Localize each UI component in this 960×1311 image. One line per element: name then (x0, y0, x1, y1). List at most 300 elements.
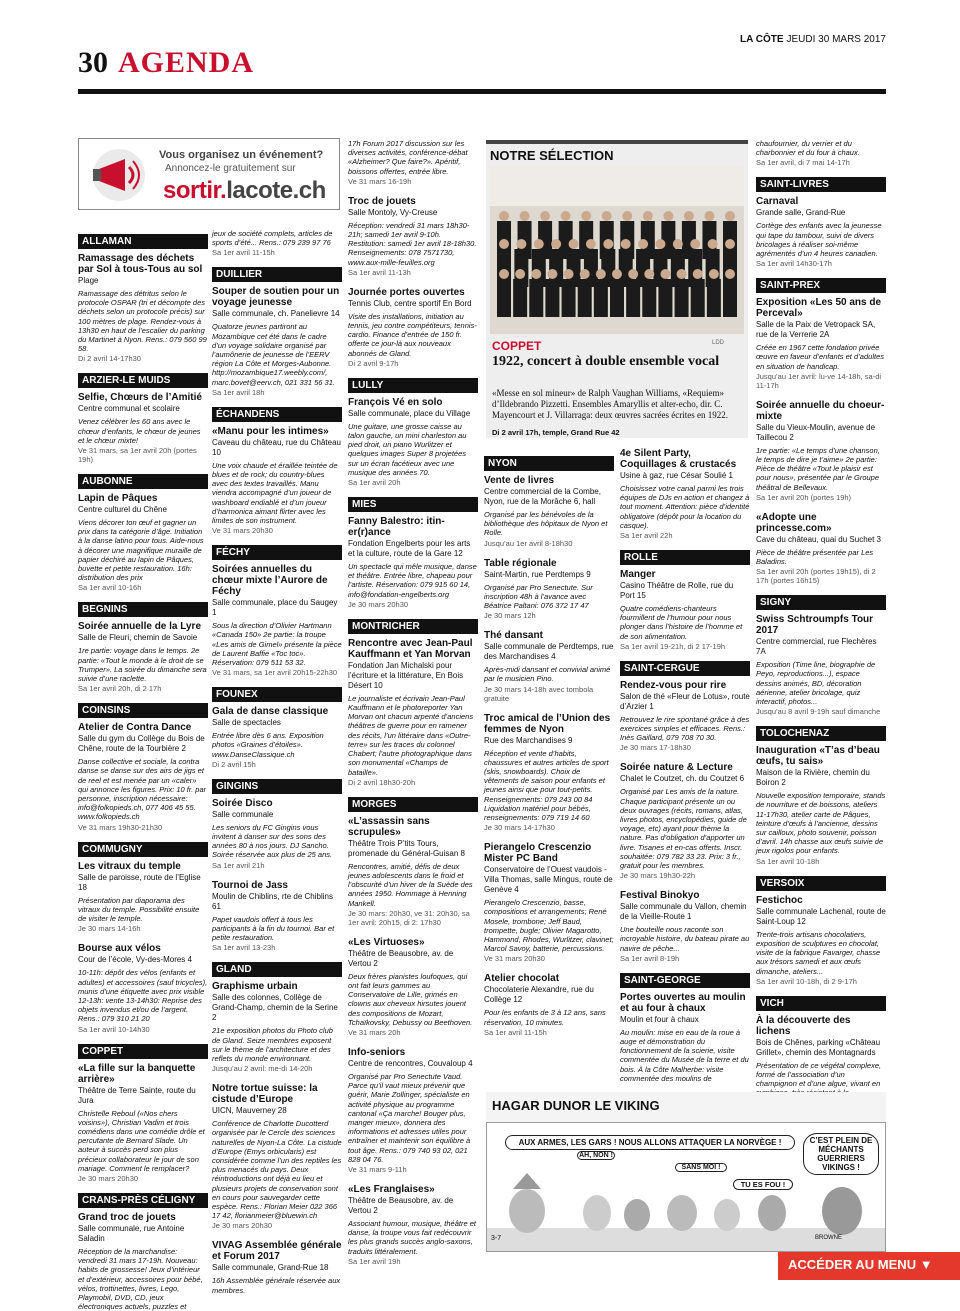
event-description: chaufournier, du verrier et du charbonnier et du four à chaux. (756, 139, 860, 158)
column-1 (78, 226, 208, 1311)
event-place: Chocolaterie Alexandre, rue du Collège 12 (484, 985, 594, 1005)
choir-singer-head (638, 239, 648, 249)
event-place: Salle du gym du Collège du Bois de Chêne, route de la Tourbière 2 (78, 734, 205, 754)
section-header: ALLAMAN (78, 234, 208, 249)
choir-singer-body (707, 279, 721, 317)
event-item[interactable] (348, 287, 478, 368)
event-item[interactable] (348, 139, 478, 186)
event-when: Ve 31 mars, sa 1er avril 20h15-22h30 (212, 668, 338, 678)
event-description: Choisissez votre canal parmi les trois équipes de DJs en action et changez à tout moment. Attention: pièce d’identité obligatoire (dépôt pour la location du casque). (620, 484, 750, 530)
choir-singer-head (602, 211, 612, 221)
event-item[interactable] (348, 516, 478, 609)
event-title: Festival Binokyo (620, 890, 700, 902)
event-title: François Vé en solo (348, 396, 443, 408)
event-item[interactable] (620, 569, 750, 651)
section-title: AGENDA (118, 46, 255, 79)
event-description: Deux frères pianistes loufoques, qui ont fait leurs gammes au Conservatoire de Lille, grimés en clowns aux cheveux hirsutes jouent des compositions de Mozart, Tchaïkovsky, Debussy ou Beethoven. (348, 971, 473, 1027)
event-item[interactable] (348, 816, 478, 927)
featured-description: «Messe en sol mineur» de Ralph Vaughan Williams, «Requiem» d’Ildebrando Pizzetti. Ensembles Amaryllis et alter-echo, dir. C. Mayencourt et J. Villarraga: deux œuvres sacrées écrites en 1922. (492, 388, 728, 420)
choir-singer-body (513, 279, 527, 317)
event-item[interactable] (212, 798, 342, 870)
event-title: «L’assassin sans scrupules» (348, 815, 430, 838)
event-title: Selfie, Chœurs de l’Amitié (78, 392, 202, 404)
choir-singer-head (596, 269, 606, 279)
event-place: Salle communale, ch. Panelievre 14 (212, 309, 340, 319)
choir-singer-body (642, 279, 656, 317)
choir-singer-head (516, 239, 526, 249)
comic-signature: BROWNE (815, 1235, 842, 1241)
section-header: DUILLIER (212, 267, 342, 282)
event-when: Sa 1er avril 22h (620, 531, 673, 541)
choir-singer-head (663, 211, 673, 221)
event-when: Di 2 avril 9-17h (348, 358, 399, 368)
event-item[interactable] (620, 992, 750, 1083)
event-title: «Les Franglaises» (348, 1183, 435, 1195)
event-title: Ramassage des déchets par Sol à tous-Tous au sol (78, 253, 203, 275)
section-header: SAINT-LIVRES (756, 177, 886, 192)
event-title: Bourse aux vélos (78, 943, 161, 955)
event-when: Sa 1er avril 19-21h, di 2 17-19h (620, 641, 726, 651)
event-when: Sa 1er avril 20h (portes 19h15), di 2 17h (portes 16h15) (756, 567, 876, 586)
event-description: Entrée libre dès 6 ans. Exposition photos «Graines d’étoiles». www.DanseClassique.ch (212, 731, 324, 759)
event-title: Atelier chocolat (484, 973, 560, 985)
event-when: Je 30 mars 14-18h avec tombola gratuite (484, 684, 594, 703)
choir-singer-head (531, 269, 541, 279)
event-when: Je 30 mars: 20h30, ve 31: 20h30, sa 1er avril: 20h15, di 2: 17h30 (348, 908, 470, 927)
event-place: Rue des Marchandises 9 (484, 735, 573, 745)
section-header: VERSOIX (756, 876, 886, 891)
event-title: Festichoc (756, 894, 803, 906)
event-title: «Les Virtuoses» (348, 936, 425, 948)
event-title: Lapin de Pâques (78, 493, 158, 505)
event-when: Je 30 mars 14-16h (78, 924, 141, 934)
menu-button[interactable] (778, 1252, 960, 1280)
event-item[interactable] (484, 630, 614, 702)
event-when: Sa 1er avril 11-13h (348, 267, 411, 277)
event-item[interactable] (620, 448, 750, 540)
column-5 (620, 448, 750, 1088)
event-when: Sa 1er avril 20h (348, 478, 401, 488)
event-place: Centre commercial, rue Flechères 7A (756, 637, 877, 657)
choir-singer-head (677, 269, 687, 279)
event-item[interactable] (348, 638, 478, 787)
event-description: Christelle Reboul («Nos chers voisins»), Christian Vadim et trois comédiens dans une comédie drôle et percutante de Bernard Slade. Un auteur à succès perd son plus précieux collaborateur le jour de son mariage. Comment le remplacer? (78, 1108, 205, 1173)
event-place: Casino Théâtre de Rolle, rue du Port 15 (620, 581, 734, 601)
event-item[interactable] (212, 1083, 342, 1230)
balloon-1: AUX ARMES, LES GARS ! NOUS ALLONS ATTAQUER LA NORVÈGE ! (505, 1135, 795, 1150)
event-item[interactable] (756, 512, 886, 585)
balloon-4: TU ES FOU ! (733, 1179, 793, 1190)
comic-number: 3-7 (491, 1235, 502, 1242)
event-title: «La fille sur la banquette arrière» (78, 1062, 196, 1085)
choir-singer-body (594, 279, 608, 317)
event-title: Notre tortue suisse: la cistude d’Europe (212, 1083, 318, 1106)
event-item[interactable] (348, 1184, 478, 1266)
event-when: Sa 1er avril 20h, di 2 17h (78, 684, 162, 694)
choir-singer-body (562, 279, 576, 317)
event-description: Viens décorer ton œuf et gagner un prix dans ta catégorie d’âge. Initiation à la danse latino pour tous. Aide-nous à décorer une magnifique muraille de papier déchiré au lapin de Pâques, buvette et petite restauration. 16h: distribution des prix (78, 518, 204, 583)
event-description: Une bouteille nous raconte son incroyable histoire, du bateau pirate au navire de pêche... (620, 925, 750, 953)
event-description: Visite des installations, initiation au tennis, jeu contre compétiteurs, tennis-cardio. Finance d’entrée de 150 fr. offerte ce jour-là aux nouveaux abonnés de Gland. (348, 311, 477, 358)
choir-singer-head (628, 269, 638, 279)
section-header: ÉCHANDENS (212, 407, 342, 422)
event-place: Salle de Fleuri, chemin de Savoie (78, 633, 198, 643)
choir-singer-head (551, 239, 561, 249)
choir-singer-head (621, 239, 631, 249)
choir-singer-head (569, 239, 579, 249)
event-item[interactable] (756, 895, 886, 986)
event-title: Swiss Schtroumpfs Tour 2017 (756, 614, 874, 637)
choir-singer-head (561, 211, 571, 221)
choir-singer-head (660, 269, 670, 279)
event-title: Troc amical de l’Union des femmes de Nyon (484, 712, 611, 735)
section-header: MORGES (348, 797, 478, 812)
choir-singer-body (529, 279, 543, 317)
choir-singer-head (704, 211, 714, 221)
featured-event[interactable] (486, 140, 748, 438)
featured-title: 1922, concert à double ensemble vocal (492, 354, 720, 369)
event-item[interactable] (212, 1240, 342, 1294)
event-description: Organisé par Pro Senectute. Sur inscription 48h à l’avance avec Béatrice Paltani: 076 372 17 47 (484, 582, 593, 611)
event-description: 21e exposition photos du Photo club de Gland. Seize membres exposent sur le thème de l’architecture et des reflets du monde environnant. (212, 1026, 333, 1063)
event-title: «Adopte une princesse.com» (756, 511, 832, 534)
comic-panel (486, 1122, 886, 1252)
issue-date: JEUDI 30 MARS 2017 (786, 34, 886, 45)
page-number: 30 (78, 46, 108, 79)
event-item[interactable] (78, 1212, 208, 1311)
featured-label: NOTRE SÉLECTION (490, 148, 614, 163)
event-when: Ve 31 mars 16-19h (348, 176, 412, 186)
event-description: Associant humour, musique, théâtre et danse, la troupe vous fait redécouvrir les plus grands succès anglo-saxons, traduits littéralement. (348, 1218, 476, 1256)
choir-singer-head (709, 269, 719, 279)
event-place: Salle communale, rue Antoine Saladin (78, 1223, 185, 1243)
paper-name: LA CÔTE (739, 34, 784, 45)
sortir-ad[interactable] (78, 138, 340, 210)
event-place: Tennis Club, centre sportif En Bord (348, 298, 472, 308)
event-item[interactable] (620, 680, 750, 753)
section-header: VICH (756, 996, 886, 1011)
event-item[interactable] (212, 706, 342, 769)
event-place: Salle communale (212, 809, 274, 819)
event-title: Rendez-vous pour rire (620, 679, 727, 691)
event-when: Di 2 avril 15h (212, 759, 256, 769)
event-description: Nouvelle exposition temporaire, stands de nourriture et de boissons, ateliers 11-17h30, atelier carte de Pâques, teinture d’œufs à l’ancienne, dessins sur cailloux, photo souvenir, poisson d’avril. 14h chasse aux œufs suivie de jeux rigolos pour enfants. (756, 791, 886, 856)
choir-singer-head (725, 211, 735, 221)
event-description: Réception: vendredi 31 mars 18h30-21h; samedi 1er avril 9-10h. Restitution: samedi 1er avril 18-18h30. Renseignements: 078 7571730, www.aux-mille-feuilles.org (348, 220, 477, 267)
event-title: Soirée Disco (212, 797, 273, 809)
event-description: Une voix chaude et éraillée teintée de blues et de rock; du country-blues avec des textes travaillés. Manu viendra accompagné d’un joueur de washboard endiablé et d’un joueur d’harmonica aimant flirter avec les limites de son instrument. (212, 460, 338, 526)
event-item[interactable] (78, 943, 208, 1033)
event-description: 10-11h: dépôt des vélos (enfants et adultes) et accessoires (sauf tricycles), munis d’une étiquette avec prix visible 12-13h: vente 13-14h30: Reprise des objets invendus et/ou de l’argent. Rens.: 079 310 21 20 (78, 968, 208, 1024)
event-item[interactable] (756, 139, 886, 167)
event-item[interactable] (348, 937, 478, 1037)
choir-singer-head (564, 269, 574, 279)
event-place: Fondation Jan Michalski pour l’écriture et la littérature, En Bois Désert 10 (348, 660, 464, 690)
event-place: Salle communale Lachenal, route de Saint-Loup 12 (756, 906, 886, 926)
event-when: Jusqu’au 2 avril: me-di 14-20h (212, 1064, 313, 1074)
event-when: Sa 1er avril 8-19h (620, 953, 680, 963)
event-item[interactable] (212, 286, 342, 396)
ad-logo-b: lacote.ch (226, 177, 326, 204)
event-place: Salle de la Paix de Vetropack SA, rue de la Verrerie 2A (756, 320, 876, 340)
event-item[interactable] (620, 762, 750, 880)
event-place: Conservatoire de l’Ouest vaudois - Villa Thomas, salle Mingus, route de Genève 4 (484, 865, 613, 895)
event-description: 17h Forum 2017 discussion sur les diverses activités, conférence-débat «Alzheimer? Que faire?». Apéritif, boissons offertes, entrée libre. (348, 139, 468, 176)
event-when: Ve 31 mars 9-11h (348, 1164, 407, 1174)
event-place: Cave du château, quai du Suchet 3 (756, 534, 881, 544)
choir-singer-head (534, 239, 544, 249)
event-description: Pièce de théâtre présentée par Les Baladins. (756, 547, 874, 567)
event-item[interactable] (78, 493, 208, 592)
event-place: Caveau du château, rue du Château 10 (212, 437, 341, 457)
choir-singer-body (723, 279, 737, 317)
event-item[interactable] (484, 973, 614, 1036)
event-item[interactable] (484, 713, 614, 833)
event-place: Théâtre Trois P’tits Tours, promenade du Général-Guisan 8 (348, 838, 465, 858)
choir-singer-head (580, 269, 590, 279)
event-item[interactable] (212, 981, 342, 1073)
column-4 (484, 448, 614, 1088)
balloon-2: AH, NON ! (577, 1151, 615, 1160)
event-item[interactable] (756, 196, 886, 268)
event-description: Les seniors du FC Gingins vous invitent à danser sur des sons des années 80 à nos jours. DJ Sancho. Soirée réservée aux plus de 25 ans. (212, 822, 333, 860)
ad-subline: Annoncez-le gratuitement sur (165, 163, 296, 174)
ad-logo (163, 177, 326, 205)
event-when: Je 30 mars 12h (484, 611, 536, 621)
featured-when: Di 2 avril 17h, temple, Grand Rue 42 (492, 428, 620, 437)
event-place: Fondation Engelberts pour les arts et la culture, route de la Gare 12 (348, 539, 471, 559)
event-when: Sa 1er avril 11-15h (484, 1027, 547, 1037)
event-when: Ve 31 mars 20h (348, 1027, 401, 1037)
choir-singer-head (612, 269, 622, 279)
choir-singer-head (693, 269, 703, 279)
event-place: Salle communale du Vallon, chemin de la Vieille-Route 1 (620, 902, 747, 922)
event-description: Sous la direction d’Olivier Hartmann «Canada 150» 2e partie: la troupe «Les amis de Gimel» présente la pièce de Laurent Baffie «Toc toc». Réservation: 079 511 53 32. (212, 621, 342, 668)
event-when: Sa 1er avril 14h30-17h (756, 259, 832, 269)
event-when: Je 30 mars 14-17h30 (484, 823, 555, 833)
event-place: Chalet le Coutzet, ch. du Coutzet 6 (620, 774, 745, 784)
event-item[interactable] (620, 890, 750, 963)
event-place: Moulin et four à chaux (620, 1014, 699, 1024)
choir-singer-body (497, 279, 511, 317)
event-item[interactable] (78, 253, 208, 363)
event-item[interactable] (348, 196, 478, 277)
section-header: COINSINS (78, 703, 208, 718)
event-description: Organisé par Les amis de la nature. Chaque participant présente un ou deux ouvrages (récits, romans, atlas, livres photos, encyclopédies, guide de voyage, etc) ayant pour thème la nature. Pas d’obligation d’apporter un livre. Tisanes et en-cas offerts. Inscr. souhaitée: 079 782 33 23. Prix: 3 fr., gratuit pour les membres. (620, 787, 747, 871)
event-title: Manger (620, 569, 656, 581)
event-item[interactable] (484, 842, 614, 963)
event-item[interactable] (348, 1047, 478, 1174)
event-when: Ve 31 mars 19h30-21h30 (78, 822, 163, 832)
event-title: Troc de jouets (348, 195, 416, 207)
section-header: FOUNEX (212, 687, 342, 702)
event-description: 1re partie: voyage dans le temps. 2e partie: «Tout le monde à le droit de se Trumper». La soirée du dimanche sera suivie d’une raclette. (78, 646, 207, 684)
event-when: Sa 1er avril 10-14h30 (78, 1024, 150, 1034)
event-title: À la découverte des lichens (756, 1014, 851, 1037)
event-title: Carnaval (756, 196, 799, 208)
event-place: Bois de Chênes, parking «Château Grillet», chemin des Montagnards (756, 1037, 881, 1057)
section-header: TOLOCHENAZ (756, 726, 886, 741)
event-title: Gala de danse classique (212, 706, 329, 718)
event-when: Sa 1er avril 20h (portes 19h) (756, 492, 852, 502)
event-title: Exposition «Les 50 ans de Perceval» (756, 297, 882, 320)
balloon-3: SANS MOI ! (675, 1163, 727, 1172)
choir-singer-head (499, 269, 509, 279)
event-title: Les vitraux du temple (78, 860, 181, 872)
event-place: Salle communale de Perdtemps, rue des Marchandises 4 (484, 642, 614, 662)
event-item[interactable] (756, 614, 886, 716)
event-description: Trente-trois artisans chocolatiers, exposition de sculptures en chocolat, visite de la fabrique Favarger, chasse aux trésors samedi et aux œufs dimanche, ateliers... (756, 929, 881, 976)
event-title: Info-seniors (348, 1046, 406, 1058)
event-item[interactable] (78, 722, 208, 831)
event-item[interactable] (756, 400, 886, 502)
section-header: MONTRICHER (348, 619, 478, 634)
event-item[interactable] (78, 621, 208, 693)
event-description: Organisé par les bénévoles de la bibliothèque des hôpitaux de Nyon et Rolle. (484, 510, 608, 538)
choir-singer-head (581, 211, 591, 221)
event-when: Je 30 mars 17-18h30 (620, 743, 691, 753)
event-item[interactable] (756, 297, 886, 390)
event-title: Table régionale (484, 557, 557, 569)
choir-singer-body (610, 279, 624, 317)
event-place: Salle du Vieux-Moulin, avenue de Taillecou 2 (756, 422, 876, 442)
choir-singer-head (622, 211, 632, 221)
event-description: Au moulin: mise en eau de la roue à auge et démonstration du fonctionnement de la scierie, visite commentée du Musée de la terre et du bois. À la Côte Malherbe: visite commentée des moulins de (620, 1027, 749, 1083)
event-place: Théâtre de Beausobre, av. de Vertou 2 (348, 948, 454, 968)
event-when: Je 30 mars 19h30-22h (620, 871, 696, 881)
event-place: Salle communale, place du Saugey 1 (212, 598, 338, 618)
event-title: Soirée annuelle du choeur-mixte (756, 399, 885, 422)
choir-singer-body (691, 279, 705, 317)
event-description: Réception de la marchandise: vendredi 31 mars 17-19h. Nouveau: habits de grossesse! Jeux d’intérieur et d’extérieur, accessoires pour bébé, vélos, trottinettes, livres, Lego, Playmobil, DVD, CD, jeux électroniques actuels, puzzles et (78, 1246, 203, 1311)
section-header: LULLY (348, 378, 478, 393)
ad-logo-a: sortir. (163, 177, 227, 204)
event-place: Centre culturel du Chêne (78, 505, 167, 515)
event-when: Je 30 mars 20h30 (348, 599, 409, 609)
choir-singer-head (708, 239, 718, 249)
event-title: Tournoi de Jass (212, 879, 288, 891)
event-item[interactable] (756, 745, 886, 865)
event-place: Maison de la Rivière, chemin du Boiron 2 (756, 768, 870, 788)
event-title: Rencontre avec Jean-Paul Kauffmann et Yan Morvan (348, 637, 473, 660)
event-item[interactable] (212, 880, 342, 953)
choir-singer-body (545, 279, 559, 317)
section-header: AUBONNE (78, 474, 208, 489)
event-title: Soirée nature & Lecture (620, 762, 733, 774)
event-title: «Manu pour les intimes» (212, 425, 329, 437)
choir-singer-head (520, 211, 530, 221)
choir-singer-body (675, 279, 689, 317)
event-item[interactable] (78, 861, 208, 934)
choir-singer-head (655, 239, 665, 249)
event-description: Danse collective et sociale, la contra danse se danse sur des airs de jigs et de reel et est menée par un «caler» qui annonce les figures. Prix: 10 fr. par personne, inscription nécessaire: info@folkopieds.ch, 077 406 45 55. www.folkopieds.ch (78, 757, 207, 822)
event-when: Sa 1er avril 13-23h (212, 943, 276, 953)
choir-singer-body (578, 279, 592, 317)
event-place: Salle communale, Grand-Rue 18 (212, 1263, 329, 1273)
event-description: Exposition (Time line, biographie de Peyo, reproductions...), espace dessins animés, BD, décoration aérienne, atelier bricolage, quiz interactif, photos... (756, 660, 876, 707)
photo-credit: LDD (712, 340, 725, 346)
event-place: Salle Montoly, Vy-Creuse (348, 207, 438, 217)
event-place: Théâtre de Beausobre, av. de Vertou 2 (348, 1195, 454, 1215)
event-description: Venez célébrer les 60 ans avec le chœur d’enfants, le chœur de jeunes et le chœur mixte! (78, 417, 201, 445)
event-item[interactable] (212, 564, 342, 677)
section-header: SAINT-CERGUE (620, 661, 750, 676)
event-title: Journée portes ouvertes (348, 286, 465, 298)
choir-singer-body (626, 279, 640, 317)
event-when: Sa 1er avril 18h (212, 387, 265, 397)
section-header: FÉCHY (212, 545, 342, 560)
event-item[interactable] (78, 1063, 208, 1183)
event-title: Soirée annuelle de la Lyre (78, 621, 202, 633)
event-description: 1re partie: «Le temps d’une chanson, le temps de dire je t’aime» 2e partie: Pièce de théâtre «Tout le plaisir est pour nous», présentée par le Groupe théâtral de Bellevaux. (756, 445, 880, 492)
event-description: Présentation par diaporama des vitraux du temple. Possibilité ensuite de visiter le temple. (78, 895, 200, 924)
event-title: Portes ouvertes au moulin et au four à chaux (620, 991, 746, 1014)
event-description: Réception et vente d’habits, chaussures et autres articles de sport (skis, snowboards). Choix de vêtements de saison pour enfants et jeunes ainsi que pour tout-petits. Renseignements: 079 243 00 84 Liquidation matériel pour bébés, renseignements: 079 719 14 60 (484, 748, 609, 823)
choir-singer-head (643, 211, 653, 221)
choir-singer-head (690, 239, 700, 249)
event-place: Centre de rencontres, Couvaloup 4 (348, 1058, 473, 1068)
event-place: Salon de thé «Fleur de Lotus», route d’Arzier 1 (620, 691, 750, 711)
section-header: MIES (348, 497, 478, 512)
choir-singer-head (515, 269, 525, 279)
choir-singer-head (586, 239, 596, 249)
choir-singer-head (673, 239, 683, 249)
event-description: Pierangelo Crescenzio, basse, compositions et arrangements; René Mosele, trombone; Jeff Baud, trompette, bugle; Olivier Magarotto, Hammond, Rhodes, Wurlitzer, clavinet; Marcol Savoy, batterie, percussions. (484, 898, 614, 954)
comic-title: HAGAR DUNOR LE VIKING (492, 1098, 660, 1113)
event-item[interactable] (484, 475, 614, 548)
ad-question: Vous organisez un événement? (159, 149, 324, 161)
event-title: Soirées annuelles du chœur mixte l’Aurore de Féchy (212, 564, 328, 598)
event-item[interactable] (484, 558, 614, 621)
section-header: COMMUGNY (78, 842, 208, 857)
event-title: Inauguration «T’as d’beau œufs, tu sais» (756, 745, 880, 768)
event-description: Rencontres, amitié, défis de deux jeunes adolescents dans le froid et l’obscurité d’un hiver de la Suède des années 1950. Hommage à Henning Mankell. (348, 861, 473, 908)
event-when: Ve 31 mars 20h30 (484, 954, 545, 964)
section-header: SAINT-PREX (756, 278, 886, 293)
event-place: Grande salle, Grand-Rue (756, 208, 846, 218)
section-header: GLAND (212, 962, 342, 977)
event-title: Grand troc de jouets (78, 1211, 176, 1223)
event-place: Moulin de Chiblins, rte de Chiblins 61 (212, 891, 333, 911)
event-item[interactable] (212, 229, 342, 257)
choir-singer-head (499, 211, 509, 221)
event-item[interactable] (348, 397, 478, 487)
choir-singer-head (684, 211, 694, 221)
event-when: Di 2 avril 18h30-20h (348, 777, 416, 787)
event-description: Créée en 1967 cette fondation privée œuvre en faveur d’enfants et d’adultes en situation de handicap. (756, 343, 884, 371)
event-when: Ve 31 mars, sa 1er avril 20h (portes 19h) (78, 446, 197, 465)
event-place: Salle des colonnes, Collège de Grand-Champ, chemin de la Serine 2 (212, 993, 338, 1023)
choir-singer-head (540, 211, 550, 221)
event-when: Je 30 mars 20h30 (212, 1221, 273, 1231)
choir-singer-body (658, 279, 672, 317)
event-description: Le journaliste et écrivain Jean-Paul Kauffmann et le photoreporter Yan Morvan ont chacun arpenté d’anciens théâtres de guerre pour en ramener des récits, l’un littéraire dans «Outre-terre» sur les traces du colonnel Chabert; l’autre photographique dans son monumental «Champs de bataille». (348, 693, 474, 777)
event-when: Di 2 avril 14-17h30 (78, 354, 141, 364)
event-item[interactable] (212, 426, 342, 535)
event-description: 16h Assemblée générale réservée aux membres. (212, 1276, 341, 1295)
section-header: BEGNINS (78, 602, 208, 617)
event-place: Salle de spectacles (212, 718, 281, 728)
section-header: NYON (484, 456, 614, 471)
event-when: Sa 1er avril 21h (212, 860, 265, 870)
event-place: Centre commercial de la Combe, Nyon, rue de la Morâche 6, hall (484, 487, 601, 506)
event-item[interactable] (78, 392, 208, 464)
event-description: Papet vaudois offert à tous les participants à la fin du tournoi. Bar et petite restauration. (212, 914, 335, 943)
event-when: Sa 1er avril 10-18h (756, 856, 820, 866)
event-when: Jusqu’au 1er avril 8-18h30 (484, 538, 573, 548)
event-when: Jusqu’au 1er avril: lu-ve 14-18h, sa-di 11-17h (756, 371, 882, 390)
event-description: Quatre comédiens-chanteurs fourmillent de l’humour pour nous plonger dans l’histoire de l’homme et de son alimentation. (620, 604, 743, 641)
